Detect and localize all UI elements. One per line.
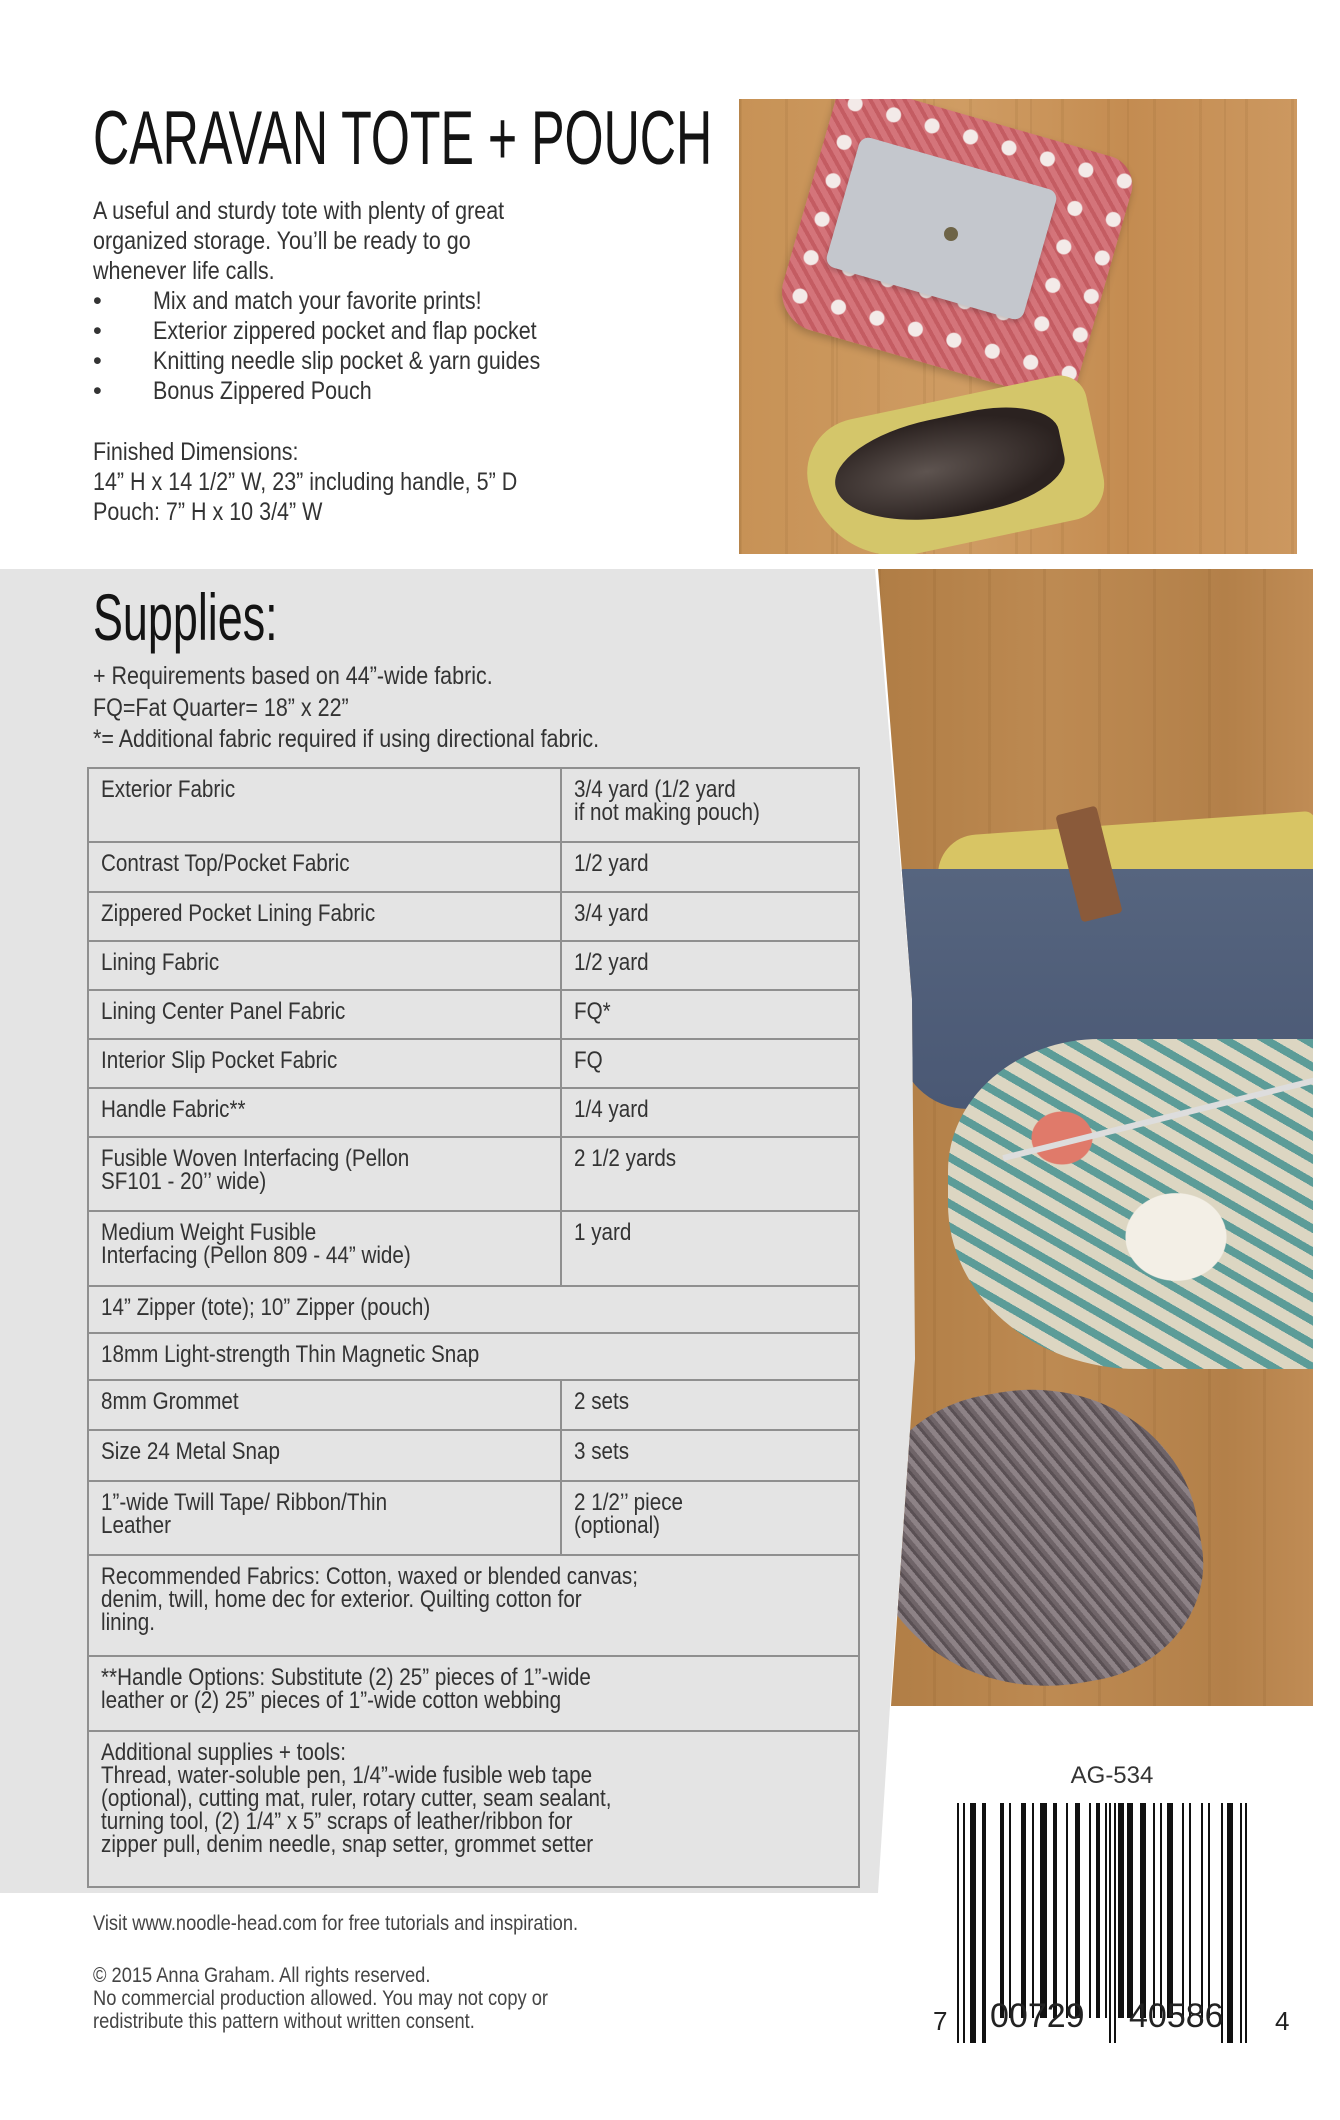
intro-line-text: organized storage. You’ll be ready to go — [93, 227, 471, 255]
supply-item-cell — [88, 1380, 561, 1430]
supply-quantity-cell — [561, 941, 859, 990]
table-row — [88, 990, 859, 1039]
supply-quantity-cell — [561, 1088, 859, 1137]
dimensions-label — [93, 437, 586, 467]
feature-item — [93, 376, 571, 406]
supply-quantity-cell-text: 2 1/2’’ piece — [574, 1489, 684, 1516]
table-row — [88, 1731, 859, 1887]
copyright-line — [93, 2010, 616, 2033]
barcode-bar — [970, 1803, 976, 2043]
barcode-bar — [1000, 1803, 1004, 2018]
supplies-heading — [93, 582, 365, 652]
supply-item-cell — [88, 1088, 561, 1137]
snap-image — [944, 227, 958, 241]
barcode-bar — [1227, 1803, 1233, 2043]
supply-quantity-cell — [561, 1211, 859, 1286]
supply-item-cell — [88, 990, 561, 1039]
supply-item-cell-text: Interfacing (Pellon 809 - 44” wide) — [101, 1242, 411, 1269]
supply-quantity-cell-text: 2 sets — [574, 1388, 630, 1415]
barcode-bar — [1160, 1803, 1162, 2018]
barcode-bar — [1089, 1803, 1091, 2018]
dimensions-tote-text: 14” H x 14 1/2” W, 23” including handle, 5” D — [93, 468, 518, 496]
feature-item — [93, 316, 571, 346]
copyright-block — [93, 1964, 616, 2033]
supply-item-cell-text: Leather — [101, 1512, 172, 1539]
barcode-bar — [1075, 1803, 1080, 2018]
supply-item-cell — [88, 941, 561, 990]
barcode-bar — [1105, 1803, 1107, 2018]
supplies-note-text: FQ=Fat Quarter= 18” x 22” — [93, 693, 349, 722]
supply-item-cell — [88, 768, 561, 842]
barcode-bar — [1118, 1803, 1124, 2018]
supply-item-cell — [88, 1430, 561, 1481]
supply-quantity-cell — [561, 1380, 859, 1430]
supply-quantity-cell-text: FQ — [574, 1047, 603, 1074]
tote-photo — [878, 569, 1313, 1706]
barcode-bar — [1201, 1803, 1203, 2018]
finished-dimensions — [93, 437, 586, 527]
feature-text: Exterior zippered pocket and flap pocket — [153, 317, 537, 345]
supply-note-cell — [88, 1731, 859, 1887]
bullet-icon: • — [93, 287, 102, 315]
barcode-bar — [1009, 1803, 1011, 2018]
table-row — [88, 1137, 859, 1211]
supply-quantity-cell-text: 1/2 yard — [574, 949, 649, 976]
supply-note-cell — [88, 1555, 859, 1656]
feature-item — [93, 346, 571, 376]
table-row — [88, 1088, 859, 1137]
copyright-line-text: redistribute this pattern without written consent. — [93, 2010, 475, 2033]
pouch-photo — [739, 99, 1297, 554]
supply-item-cell-text: Size 24 Metal Snap — [101, 1438, 280, 1465]
bullet-icon: • — [93, 347, 102, 375]
supply-quantity-cell — [561, 768, 859, 842]
supply-quantity-cell — [561, 990, 859, 1039]
dimensions-pouch — [93, 497, 586, 527]
supply-note-cell-text: denim, twill, home dec for exterior. Quilting cotton for — [101, 1586, 582, 1613]
supply-quantity-cell-text: FQ* — [574, 998, 611, 1025]
barcode-right-group: 40586 — [1129, 1997, 1224, 2035]
supplies-note-text: *= Additional fabric required if using directional fabric. — [93, 725, 600, 753]
supplies-heading-text: Supplies: — [93, 580, 278, 654]
supply-item-cell — [88, 842, 561, 892]
barcode-bar — [982, 1803, 986, 2043]
barcode-bar — [1153, 1803, 1155, 2018]
supply-note-cell-text: turning tool, (2) 1/4” x 5” scraps of leather/ribbon for — [101, 1808, 573, 1835]
supply-note-cell-text: zipper pull, denim needle, snap setter, grommet setter — [101, 1831, 594, 1858]
supply-quantity-cell-text: 3/4 yard (1/2 yard — [574, 776, 736, 803]
feature-list — [93, 286, 571, 406]
supplies-note — [93, 693, 682, 725]
supply-note-cell-text: 14” Zipper (tote); 10” Zipper (pouch) — [101, 1294, 431, 1321]
barcode-bar — [1066, 1803, 1068, 2018]
supply-item-cell-text: 1”-wide Twill Tape/ Ribbon/Thin — [101, 1489, 388, 1516]
supply-item-cell — [88, 1481, 561, 1555]
sku-label: AG-534 — [1070, 1762, 1154, 1789]
barcode-bar — [1140, 1803, 1146, 2018]
barcode-bar — [957, 1803, 959, 2043]
copyright-line — [93, 1987, 616, 2010]
intro-line — [93, 256, 571, 286]
supply-item-cell — [88, 1039, 561, 1088]
intro-line-text: A useful and sturdy tote with plenty of great — [93, 197, 505, 225]
intro-line — [93, 196, 571, 226]
yarn-skein-image — [878, 1363, 1222, 1706]
table-row — [88, 1656, 859, 1731]
supply-note-cell-text: (optional), cutting mat, ruler, rotary cutter, seam sealant, — [101, 1785, 612, 1812]
supply-quantity-cell — [561, 1039, 859, 1088]
dimensions-tote — [93, 467, 586, 497]
intro-line — [93, 226, 571, 256]
table-row — [88, 1430, 859, 1481]
dimensions-label-text: Finished Dimensions: — [93, 438, 299, 466]
table-row — [88, 1286, 859, 1333]
supply-item-cell-text: Lining Center Panel Fabric — [101, 998, 346, 1025]
barcode — [933, 1803, 1290, 2043]
supply-item-cell-text: 8mm Grommet — [101, 1388, 239, 1415]
supply-item-cell-text: Handle Fabric** — [101, 1096, 246, 1123]
supplies-note — [93, 661, 682, 693]
barcode-lead-digit: 7 — [933, 2006, 948, 2036]
supply-note-cell-text: leather or (2) 25” pieces of 1”-wide cotton webbing — [101, 1687, 562, 1714]
barcode-bar — [1189, 1803, 1191, 2018]
supply-quantity-cell-text: 3/4 yard — [574, 900, 649, 927]
supply-note-cell-text: Thread, water-soluble pen, 1/4”-wide fusible web tape — [101, 1762, 593, 1789]
supply-note-cell-text: lining. — [101, 1609, 155, 1636]
barcode-bar — [1053, 1803, 1057, 2018]
supply-item-cell-text: Exterior Fabric — [101, 776, 236, 803]
barcode-bar — [1114, 1803, 1116, 2043]
intro-block — [93, 196, 571, 406]
supply-quantity-cell-text: if not making pouch) — [574, 799, 760, 826]
supply-item-cell-text: Zippered Pocket Lining Fabric — [101, 900, 376, 927]
website-note-text: Visit www.noodle-head.com for free tutorials and inspiration. — [93, 1912, 579, 1935]
barcode-bar — [1032, 1803, 1034, 2018]
supply-quantity-cell-text: 3 sets — [574, 1438, 630, 1465]
supplies-notes — [93, 661, 682, 756]
supply-quantity-cell — [561, 842, 859, 892]
supply-quantity-cell — [561, 892, 859, 941]
tote-print-image — [948, 1039, 1313, 1369]
barcode-bar — [1109, 1803, 1111, 2043]
barcode-bar — [1127, 1803, 1133, 2018]
barcode-bar — [1240, 1803, 1242, 2043]
supply-quantity-cell-text: 1/2 yard — [574, 850, 649, 877]
barcode-bar — [1040, 1803, 1047, 2018]
supply-quantity-cell-text: 1 yard — [574, 1219, 632, 1246]
feature-item — [93, 286, 571, 316]
supply-note-cell-text: **Handle Options: Substitute (2) 25” pieces of 1”-wide — [101, 1664, 591, 1691]
table-row — [88, 1211, 859, 1286]
website-note — [93, 1912, 651, 1935]
feature-text: Knitting needle slip pocket & yarn guides — [153, 347, 541, 375]
table-row — [88, 1333, 859, 1380]
barcode-bar — [1167, 1803, 1173, 2018]
barcode-left-group: 00729 — [990, 1997, 1085, 2035]
copyright-line — [93, 1964, 616, 1987]
bullet-icon: • — [93, 377, 102, 405]
supply-item-cell — [88, 892, 561, 941]
copyright-line-text: No commercial production allowed. You may not copy or — [93, 1987, 548, 2010]
feature-text: Bonus Zippered Pouch — [153, 377, 372, 405]
table-row — [88, 768, 859, 842]
table-row — [88, 1380, 859, 1430]
barcode-bar — [1208, 1803, 1210, 2018]
supplies-note — [93, 724, 682, 756]
supply-note-cell-text: 18mm Light-strength Thin Magnetic Snap — [101, 1341, 480, 1368]
supplies-note-text: + Requirements based on 44”-wide fabric. — [93, 662, 493, 690]
barcode-bar — [1182, 1803, 1184, 2018]
supply-item-cell-text: Contrast Top/Pocket Fabric — [101, 850, 350, 877]
dimensions-pouch-text: Pouch: 7” H x 10 3/4” W — [93, 498, 323, 526]
supply-quantity-cell — [561, 1137, 859, 1211]
supply-item-cell — [88, 1137, 561, 1211]
table-row — [88, 1555, 859, 1656]
supply-quantity-cell-text: (optional) — [574, 1512, 661, 1539]
supply-quantity-cell-text: 2 1/2 yards — [574, 1145, 677, 1172]
supplies-table-body — [88, 768, 859, 1887]
copyright-line-text: © 2015 Anna Graham. All rights reserved. — [93, 1964, 431, 1987]
supply-item-cell — [88, 1211, 561, 1286]
supply-note-cell — [88, 1286, 859, 1333]
table-row — [88, 1481, 859, 1555]
supply-item-cell-text: Interior Slip Pocket Fabric — [101, 1047, 338, 1074]
title-text: CARAVAN TOTE + POUCH — [93, 96, 713, 181]
supply-item-cell-text: SF101 - 20’’ wide) — [101, 1168, 267, 1195]
table-row — [88, 892, 859, 941]
supply-quantity-cell-text: 1/4 yard — [574, 1096, 649, 1123]
intro-line-text: whenever life calls. — [93, 257, 275, 285]
supply-note-cell — [88, 1333, 859, 1380]
supply-item-cell-text: Lining Fabric — [101, 949, 220, 976]
table-row — [88, 842, 859, 892]
barcode-bar — [963, 1803, 965, 2043]
bullet-icon: • — [93, 317, 102, 345]
supply-note-cell-text: Recommended Fabrics: Cotton, waxed or blended canvas; — [101, 1563, 638, 1590]
supply-note-cell — [88, 1656, 859, 1731]
table-row — [88, 1039, 859, 1088]
feature-text: Mix and match your favorite prints! — [153, 287, 482, 315]
supply-quantity-cell — [561, 1430, 859, 1481]
supply-item-cell-text: Medium Weight Fusible — [101, 1219, 317, 1246]
supply-quantity-cell — [561, 1481, 859, 1555]
barcode-check-digit: 4 — [1275, 2006, 1290, 2036]
supply-note-cell-text: Additional supplies + tools: — [101, 1739, 346, 1766]
barcode-bar — [1245, 1803, 1247, 2043]
barcode-bar — [1021, 1803, 1026, 2018]
barcode-bar — [1096, 1803, 1100, 2018]
supply-item-cell-text: Fusible Woven Interfacing (Pellon — [101, 1145, 410, 1172]
table-row — [88, 941, 859, 990]
supplies-table — [87, 767, 860, 1888]
